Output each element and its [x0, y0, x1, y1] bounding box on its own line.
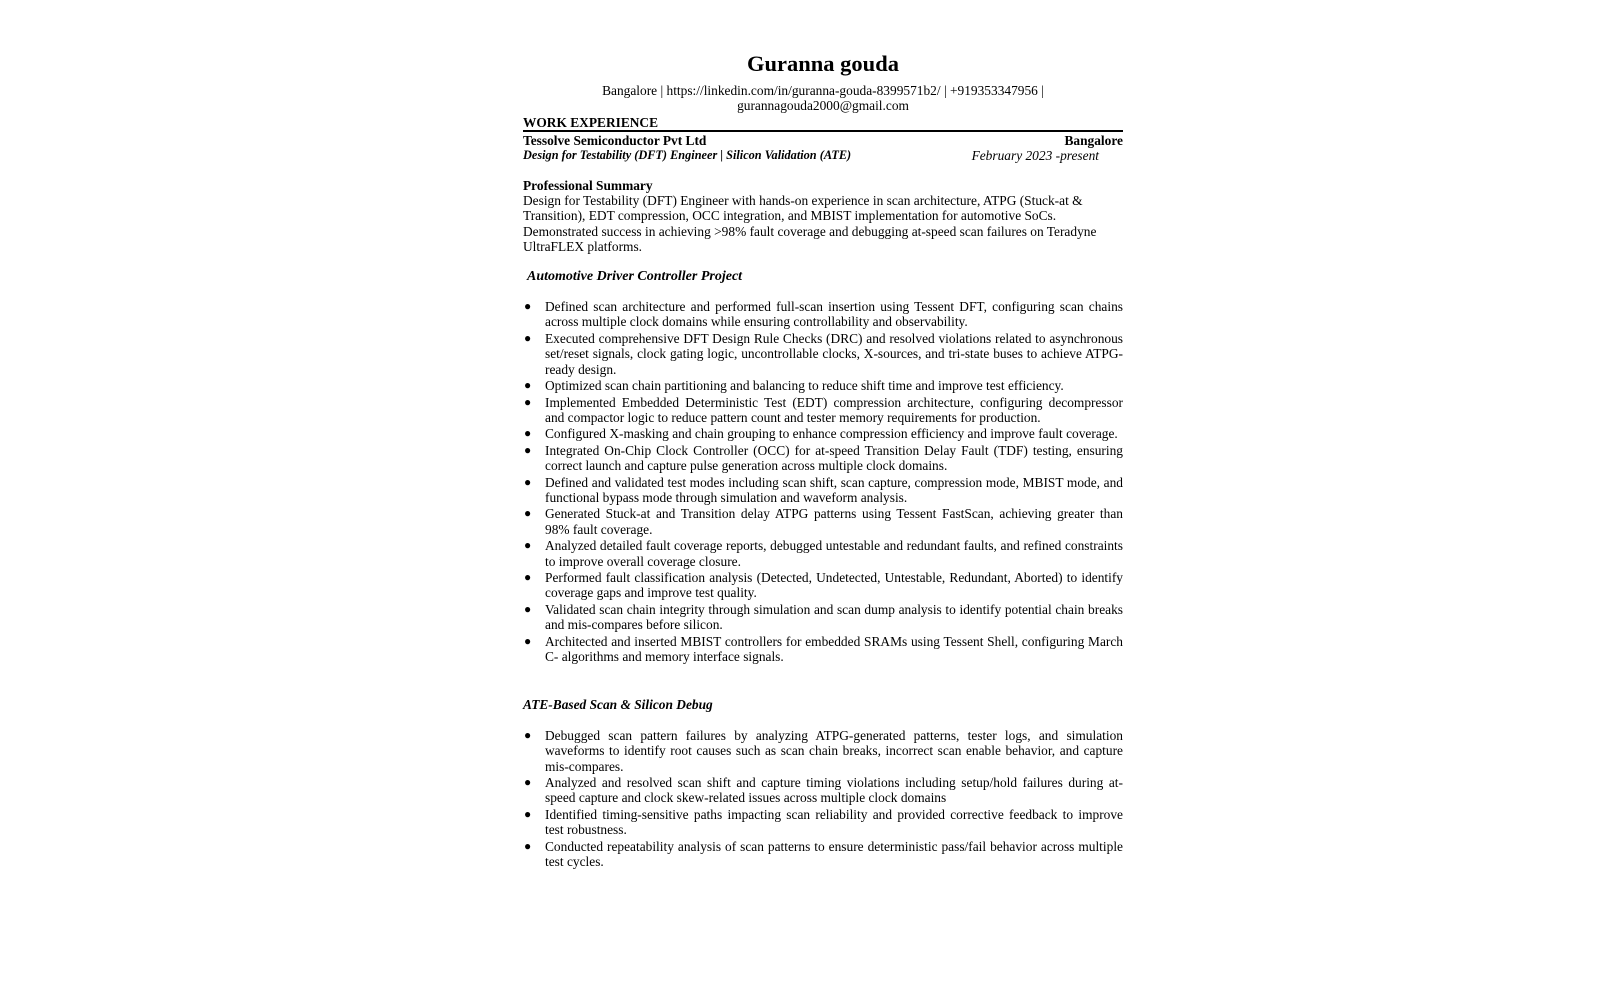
work-experience-heading: WORK EXPERIENCE	[523, 115, 1123, 132]
bullet-item	[523, 426, 1123, 441]
bullet-item	[523, 839, 1123, 870]
bullet-icon: ●	[524, 394, 532, 409]
bullet-text: Debugged scan pattern failures by analyzing ATPG-generated patterns, tester logs, and simulation waveforms to identify root causes such as scan chain breaks, incorrect scan enable behavior, and capture mis-compares.	[545, 727, 1123, 774]
bullet-text: Validated scan chain integrity through simulation and scan dump analysis to identify potential chain breaks and mis-compares before silicon.	[545, 601, 1123, 633]
candidate-name: Guranna gouda	[747, 51, 899, 76]
bullet-item	[523, 299, 1123, 330]
bullet-item	[523, 602, 1123, 633]
bullet-text: Optimized scan chain partitioning and balancing to reduce shift time and improve test efficiency.	[545, 378, 1064, 394]
bullet-item	[523, 538, 1123, 569]
bullet-item	[523, 807, 1123, 838]
bullet-icon: ●	[524, 474, 532, 489]
bullet-text: Architected and inserted MBIST controllers for embedded SRAMs using Tessent Shell, configuring March C- algorithms and memory interface signals.	[545, 633, 1123, 664]
company-name: Tessolve Semiconductor Pvt Ltd	[523, 132, 707, 148]
bullet-icon: ●	[524, 506, 532, 521]
contact-line: Bangalore | https://linkedin.com/in/guranna-gouda-8399571b2/ | +919353347956 | gurannagouda2000@gmail.com	[602, 83, 1044, 114]
job-dates: February 2023 -present	[971, 148, 1099, 164]
bullet-item	[523, 634, 1123, 665]
bullet-item	[523, 395, 1123, 426]
bullet-icon: ●	[524, 806, 532, 821]
bullet-text: Integrated On-Chip Clock Controller (OCC) for at-speed Transition Delay Fault (TDF) testing, ensuring correct launch and capture pulse generation across multiple clock domains.	[545, 442, 1123, 474]
project-title: Automotive Driver Controller Project	[527, 268, 743, 284]
bullet-icon: ●	[524, 538, 532, 553]
bullet-icon: ●	[524, 601, 532, 616]
bullet-icon: ●	[524, 633, 532, 648]
bullet-text: Implemented Embedded Deterministic Test (EDT) compression architecture, configuring decompressor and compactor logic to reduce pattern count and tester memory requirements for production.	[545, 394, 1123, 425]
bullet-text: Conducted repeatability analysis of scan patterns to ensure deterministic pass/fail behavior across multiple test cycles.	[545, 838, 1123, 870]
project-bullets	[523, 728, 1123, 870]
bullet-text: Performed fault classification analysis (Detected, Undetected, Untestable, Redundant, Aborted) to identify coverage gaps and improve test quality.	[545, 569, 1123, 601]
bullet-text: Analyzed detailed fault coverage reports, debugged untestable and redundant faults, and refined constraints to improve overall coverage closure.	[545, 538, 1123, 569]
bullet-item	[523, 443, 1123, 474]
bullet-item	[523, 728, 1123, 774]
bullet-text: Analyzed and resolved scan shift and capture timing violations including setup/hold failures during at-speed capture and clock skew-related issues across multiple clock domains	[545, 775, 1123, 806]
company-location: Bangalore	[1064, 132, 1123, 148]
bullet-text: Defined and validated test modes including scan shift, scan capture, compression mode, MBIST mode, and functional bypass mode through simulation and waveform analysis.	[545, 474, 1123, 505]
bullet-item	[523, 506, 1123, 537]
bullet-icon: ●	[524, 299, 532, 314]
bullet-text: Identified timing-sensitive paths impacting scan reliability and provided corrective feedback to improve test robustness.	[545, 806, 1123, 838]
bullet-text: Configured X-masking and chain grouping to enhance compression efficiency and improve fault coverage.	[545, 426, 1118, 442]
bullet-text: Defined scan architecture and performed full-scan insertion using Tessent DFT, configuring scan chains across multiple clock domains while ensuring controllability and observability.	[545, 299, 1123, 330]
bullet-item	[523, 570, 1123, 601]
bullet-icon: ●	[524, 330, 532, 345]
bullet-icon: ●	[524, 442, 532, 457]
job-role: Design for Testability (DFT) Engineer | Silicon Validation (ATE)	[523, 148, 852, 163]
bullet-icon: ●	[524, 426, 532, 441]
bullet-item	[523, 775, 1123, 806]
bullet-icon: ●	[524, 378, 532, 393]
bullet-icon: ●	[524, 727, 532, 742]
bullet-text: Executed comprehensive DFT Design Rule Checks (DRC) and resolved violations related to asynchronous set/reset signals, clock gating logic, uncontrollable clocks, X-sources, and tri-state buses to achieve ATPG-ready design.	[545, 330, 1123, 377]
bullet-item	[523, 378, 1123, 393]
bullet-icon: ●	[524, 838, 532, 853]
summary-text: Design for Testability (DFT) Engineer with hands-on experience in scan architecture, ATPG (Stuck-at & Transition), EDT compression, OCC integration, and MBIST implementation for automotive SoCs. Demonstrated success in achieving >98% fault coverage and debugging at-speed scan failures on Teradyne UltraFLEX platforms.	[523, 193, 1097, 255]
project-bullets	[523, 299, 1123, 664]
bullet-icon: ●	[524, 569, 532, 584]
resume-page	[523, 50, 1123, 870]
bullet-item	[523, 475, 1123, 506]
bullet-text: Generated Stuck-at and Transition delay ATPG patterns using Tessent FastScan, achieving greater than 98% fault coverage.	[545, 506, 1123, 537]
project-title: ATE-Based Scan & Silicon Debug	[523, 697, 713, 713]
company-row	[523, 133, 1123, 148]
bullet-icon: ●	[524, 775, 532, 790]
role-row	[523, 148, 1123, 163]
bullet-item	[523, 331, 1123, 377]
summary-heading: Professional Summary	[523, 177, 653, 193]
